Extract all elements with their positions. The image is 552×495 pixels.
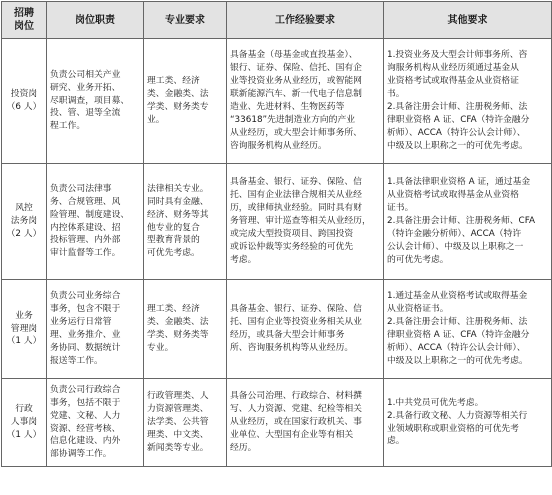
text-line: 理类、中文类、 [147,429,209,440]
text-line: 部协调等工作。 [50,449,112,460]
text-line: 托、国有企业法律合规相关从业经 [230,190,362,201]
text-line: 业务 [15,310,33,321]
text-line: 从业资格考试或取得基金从业资格 [387,190,519,201]
text-line: 业资格考试或取得基金从业资格证 [387,76,519,87]
text-line: 从业经历，或在国家行政机关、事 [230,417,362,428]
text-line: 所、咨询服务机构等从业经历。 [230,342,354,353]
text-line: 人事岗 [10,417,38,428]
text-line: （2 人） [6,228,42,239]
position-cell [2,39,47,164]
duties-cell [47,280,144,379]
text-line: 类、金融类、法 [147,89,209,100]
text-line: 业领域职称或职业资格的可优先考 [387,423,519,434]
text-line: 法务岗 [10,216,38,227]
text-line: 工作经验要求 [275,14,335,26]
text-line: 他专业的复合 [147,222,200,233]
text-line: 中级及以上职称之一的可优先考虑。 [387,140,528,151]
text-line: 招聘 [14,8,34,19]
header-experience [227,2,384,39]
text-line: 联新能源汽车、新一代电子信息制 [230,89,362,100]
text-line: 负责公司业务综合 [50,291,121,302]
text-line: 经历。 [230,442,257,453]
text-line: 银行、证券、保险、信托、国有企 [230,63,362,74]
text-line: 1.投资业务及大型会计师事务所、咨 [387,50,528,61]
text-line: 岗位 [14,21,34,32]
text-line: 中级及以上职称之一的可优先考虑。 [387,355,528,366]
text-line: 或诉讼仲裁等实务经验的可优先 [230,241,354,252]
text-line: 咨询服务机构从业经历。 [230,140,327,151]
text-line: 经历，或具备大型会计师事务 [230,330,345,340]
text-line: 资源、经营考核、 [50,423,121,434]
text-line: 2.具备行政文秘、人力资源等相关行 [387,410,528,421]
major-cell [144,280,227,379]
text-line: 投、管、退等全流 [50,108,121,119]
table-row-investment [2,39,552,164]
text-line: 具备基金、银行、证券、保险、信 [230,177,362,188]
other-cell [384,280,552,379]
text-line: 专业。 [147,342,174,353]
text-line: 1.中共党员可优先考虑。 [387,397,484,408]
text-line: （特许金融分析师）、ACCA（特许 [387,228,522,239]
text-line: 风控 [15,203,33,214]
text-line: 具备基金、银行、证券、保险、信 [230,304,362,315]
text-line: 力资源管理类、 [147,404,209,415]
text-line: 析师）、ACCA（特许公认会计师）、 [387,127,526,138]
position-cell [2,164,47,280]
text-line: 具备基金（母基金或直投基金）、 [230,50,358,61]
other-cell [384,379,552,467]
table-row-risk-legal [2,164,552,280]
text-line: 从业资格证书。 [387,304,449,315]
other-cell [384,164,552,280]
text-line: 证书。 [387,203,414,214]
text-line: 公认会计师）、中级及以上职称之一 [387,241,524,252]
text-line: “33618”先进制造业方向的产业 [230,114,356,125]
text-line: 法律相关专业。 [147,183,209,194]
table-header-row [2,2,552,39]
header-major [144,2,227,39]
major-cell [144,164,227,280]
text-line: 岗位职责 [75,14,115,26]
text-line: 理工类、经济 [147,304,200,315]
text-line: 行政管理类、人 [147,391,209,402]
text-line: 型教育背景的 [147,235,200,246]
text-line: 同时具有金融、 [147,196,209,207]
text-line: 投资岗 [10,89,38,100]
text-line: 析师）、ACCA（特许公认会计师）、 [387,342,526,353]
experience-cell [227,164,384,280]
duties-cell [47,164,144,280]
text-line: 1.具备法律职业资格 A 证，通过基金 [387,177,531,188]
text-line: 内控体系建设、招 [50,222,121,233]
duties-cell [47,379,144,467]
experience-cell [227,39,384,164]
text-line: 理、业务推介、业 [50,330,121,340]
text-line: 历，或律师执业经验。同时具有财 [230,203,362,214]
text-line: 党建、文秘、人力 [50,410,121,421]
text-line: 学类、财务类等 [147,330,209,340]
text-line: 信息化建设、内外 [50,436,121,447]
text-line: 造业、先进材料、生物医药等 [230,102,345,112]
text-line: 业单位、大型国有企业等有相关 [230,429,354,440]
text-line: （6 人） [6,102,42,112]
text-line: 2.具备注册会计师、注册税务师、法 [387,102,528,112]
text-line: 负责公司法律事 [50,183,112,194]
text-line: 经济、财务等其 [147,209,209,220]
text-line: 尽职调查，项目募、 [50,95,130,106]
major-cell [144,379,227,467]
table-row-business-management [2,280,552,379]
text-line: 2.具备注册会计师、注册税务师、CFA [387,216,535,227]
recruitment-table [1,1,552,467]
major-cell [144,39,227,164]
text-line: 托、国有企业等投资业务相关从业 [230,317,362,328]
text-line: 报送等工作。 [50,355,103,366]
text-line: 审计监督等工作。 [50,248,121,259]
text-line: 险管理、制度建设、 [50,209,130,220]
header-other [384,2,552,39]
duties-cell [47,39,144,164]
text-line: 律职业资格 A 证、CFA（特许金融分 [387,114,530,125]
experience-cell [227,379,384,467]
text-line: 投标管理、内外部 [50,235,121,246]
text-line: 业。 [147,114,165,125]
text-line: 学类、财务类专 [147,102,209,112]
text-line: 或完成大型投资项目、跨国投资 [230,228,354,239]
text-line: 类、金融类、法 [147,317,209,328]
text-line: 书。 [387,89,405,100]
text-line: （1 人） [6,336,42,347]
text-line: 其他要求 [447,14,488,26]
text-line: 研究、业务开拓、 [50,82,121,93]
text-line: 询服务机构从业经历须通过基金从 [387,63,519,74]
text-line: 事务，包含不限于 [50,304,121,315]
text-line: 的可优先考虑。 [387,254,449,265]
text-line: 行政 [15,404,33,415]
text-line: 业等投资业务从业经历，或智能网 [230,76,362,87]
text-line: 2.具备注册会计师、注册税务师、法 [387,317,528,328]
text-line: 考虑。 [230,254,257,265]
text-line: 法学类、公共管 [147,417,209,428]
text-line: 务协同、数据统计 [50,342,121,353]
text-line: 程工作。 [50,121,86,132]
text-line: 写、人力资源、党建、纪检等相关 [230,404,362,415]
other-cell [384,39,552,164]
experience-cell [227,280,384,379]
text-line: （1 人） [6,429,42,440]
text-line: 负责公司相关产业 [50,69,121,80]
text-line: 理工类、经济 [147,76,200,87]
text-line: 新闻类等专业。 [147,442,209,453]
text-line: 务管理、审计巡查等相关从业经历， [230,216,371,227]
text-line: 可优先考虑。 [147,248,200,259]
position-cell [2,379,47,467]
header-duties [47,2,144,39]
text-line: 1.通过基金从业资格考试或取得基金 [387,291,528,302]
text-line: 律职业资格 A 证、CFA（特许金融分 [387,330,530,340]
text-line: 从业经历，或大型会计师事务所、 [230,127,362,138]
table-row-admin-hr [2,379,552,467]
text-line: 虑。 [387,436,405,447]
header-position [2,2,47,39]
text-line: 具备公司治理、行政综合、材料撰 [230,391,362,402]
text-line: 事务，包括不限于 [50,397,121,408]
text-line: 负责公司行政综合 [50,384,121,395]
text-line: 管理岗 [10,323,38,334]
text-line: 专业要求 [165,14,205,26]
position-cell [2,280,47,379]
text-line: 务、合规管理、风 [50,196,121,207]
text-line: 业务运行日常管 [50,317,112,328]
